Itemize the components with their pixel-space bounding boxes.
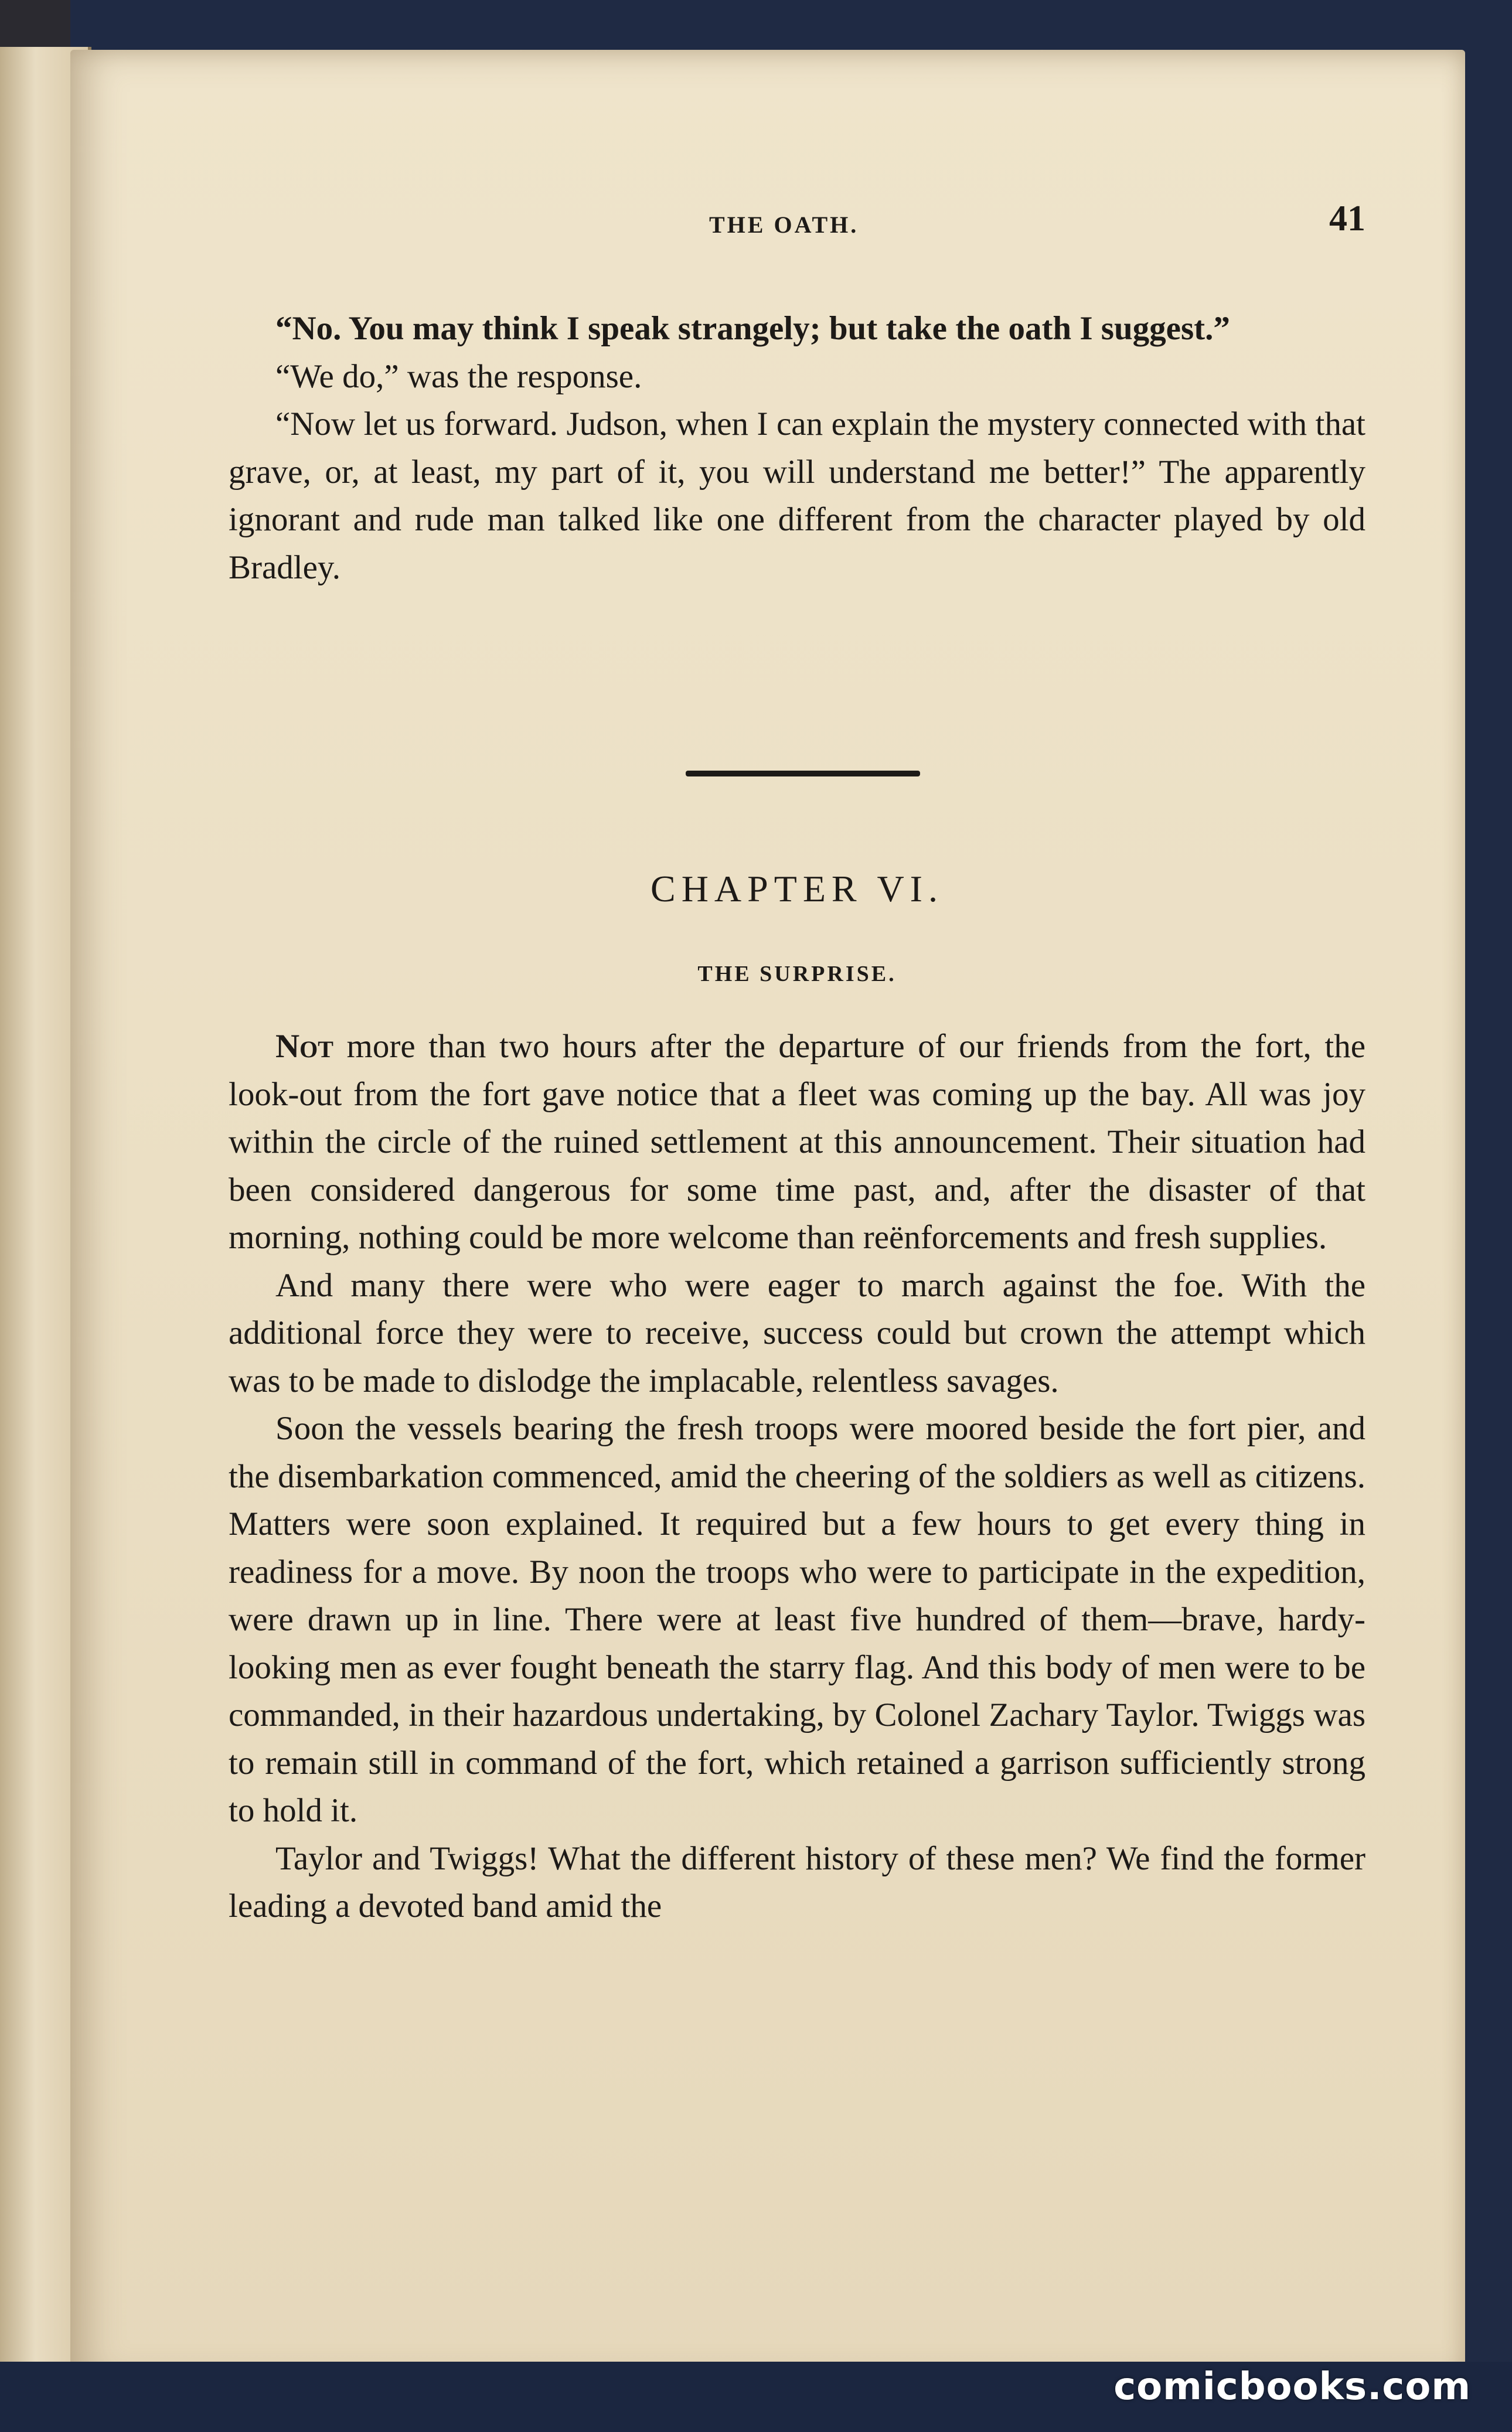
watermark: comicbooks.com xyxy=(1113,2365,1471,2409)
text-block-oath xyxy=(229,305,1365,591)
lead-word: Not xyxy=(275,1028,333,1065)
chapter-subtitle: THE SURPRISE. xyxy=(697,962,897,986)
running-title: THE OATH. xyxy=(709,212,859,238)
book-page xyxy=(70,50,1465,2382)
text-block-surprise xyxy=(229,1023,1365,1930)
paragraph: And many there were who were eager to march against the foe. With the additional force they were to receive, success could but crown the attempt which was to be made to dislodge the implacable, relentless savages. xyxy=(229,1266,1365,1399)
paragraph: “We do,” was the response. xyxy=(275,357,642,395)
paragraph xyxy=(229,1023,1365,1262)
chapter-heading: CHAPTER VI. xyxy=(651,868,944,910)
paragraph: “Now let us forward. Judson, when I can explain the mystery connected with that grave, or, at least, my part of it, you will understand me better!” The apparently ignorant and rude man talked like one different from the character played by old Bradley. xyxy=(229,406,1365,586)
paragraph-text: more than two hours after the departure of our friends from the fort, the look-out from the fort gave notice that a fleet was coming up the bay. All was joy within the circle of the ruined settlement at this announcement. Their situation had been considered dangerous for some time past, and, after the disaster of that morning, nothing could be more welcome than reënforcements and fresh supplies. xyxy=(229,1028,1365,1256)
paragraph: Taylor and Twiggs! What the different history of these men? We find the former leading a devoted band amid the xyxy=(229,1840,1365,1925)
paragraph: “No. You may think I speak strangely; but take the oath I suggest.” xyxy=(275,310,1230,347)
page-number: 41 xyxy=(1329,199,1365,239)
running-head xyxy=(229,199,1365,252)
section-divider-rule xyxy=(686,771,920,776)
paragraph: Soon the vessels bearing the fresh troops were moored beside the fort pier, and the disembarkation commenced, amid the cheering of the soldiers as well as citizens. Matters were soon explained. It required but a few hours to get every thing in readiness for a move. By noon the troops who were to participate in the expedition, were drawn up in line. There were at least five hundred of them—brave, hardy-looking men as ever fought beneath the starry flag. And this body of men were to be commanded, in their hazardous undertaking, by Colonel Zachary Taylor. Twiggs was to remain still in command of the fort, which retained a garrison sufficiently strong to hold it. xyxy=(229,1410,1365,1829)
